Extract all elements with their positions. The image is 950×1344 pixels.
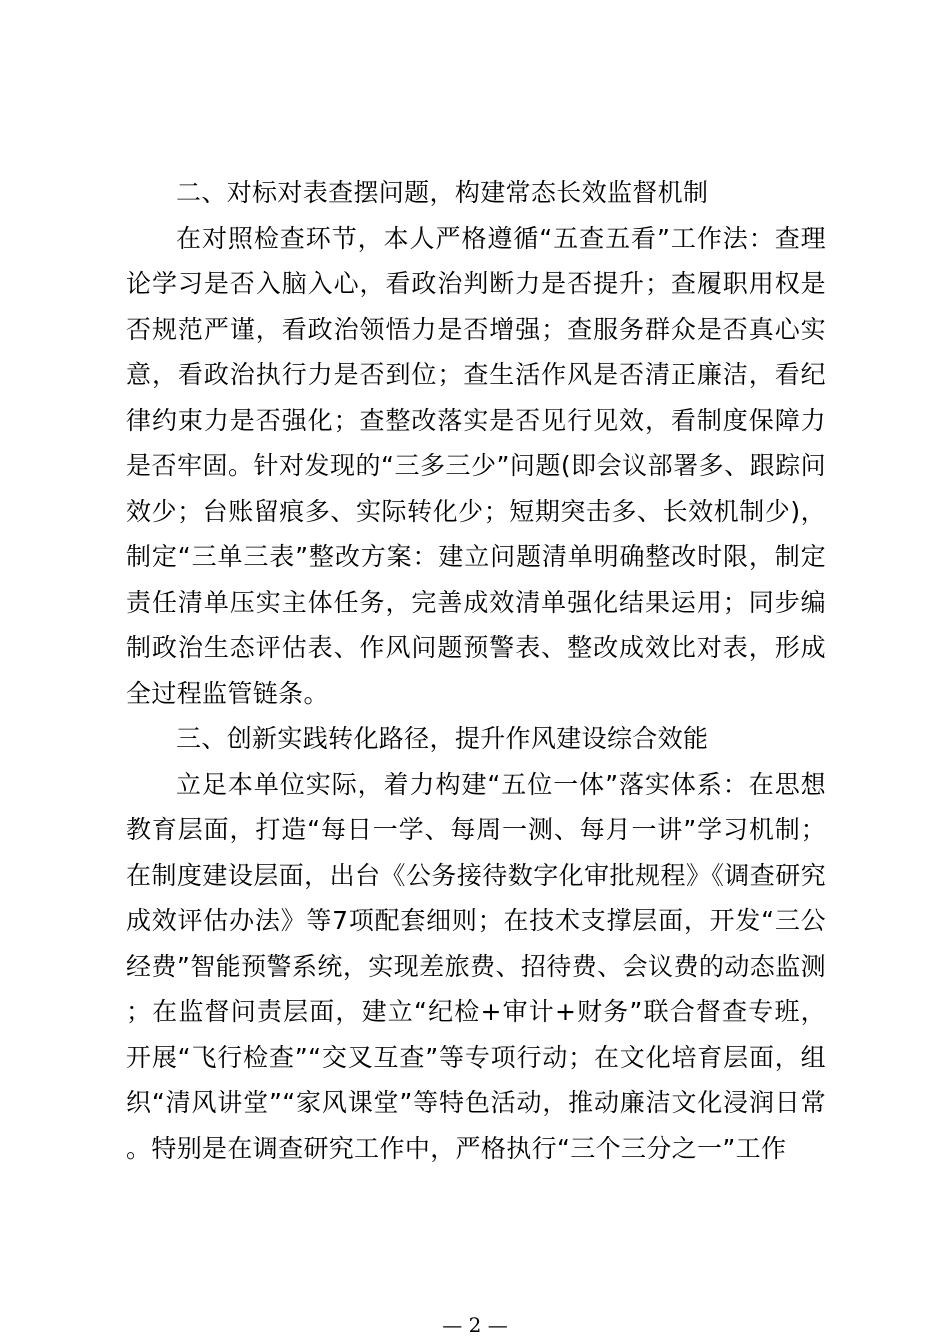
section-three-heading: 三、创新实践转化路径，提升作风建设综合效能 [176, 724, 709, 753]
section-two-body: 在对照检查环节，本人严格遵循“五查五看”工作法：查理论学习是否入脑入心，看政治判断力是否提升；查履职用权是否规范严谨，看政治领悟力是否增强；查服务群众是否真心实意，看政治执行力是否到位；查生活作风是否清正廉洁，看纪律约束力是否强化；查整改落实是否见行见效，看制度保障力是否牢固。针对发现的“三多三少”问题(即会议部署多、跟踪问效少；台账留痕多、实际转化少；短期突击多、长效机制少)，制定“三单三表”整改方案：建立问题清单明确整改时限，制定责任清单压实主体任务，完善成效清单强化结果运用；同步编制政治生态评估表、作风问题预警表、整改成效比对表，形成全过程监管链条。 [126, 223, 826, 708]
document-body [126, 170, 826, 1171]
page-number: — 2 — [442, 1313, 508, 1337]
section-two-heading: 二、对标对表查摆问题，构建常态长效监督机制 [176, 178, 709, 207]
section-three-body: 立足本单位实际，着力构建“五位一体”落实体系：在思想教育层面，打造“每日一学、每周一测、每月一讲”学习机制；在制度建设层面，出台《公务接待数字化审批规程》《调查研究成效评估办法》等7项配套细则；在技术支撑层面，开发“三公经费”智能预警系统，实现差旅费、招待费、会议费的动态监测；在监督问责层面，建立“纪检+审计+财务”联合督查专班，开展“飞行检查”“交叉互查”等专项行动；在文化培育层面，组织“清风讲堂”“家风课堂”等特色活动，推动廉洁文化浸润日常。特别是在调查研究工作中，严格执行“三个三分之一”工作 [126, 769, 826, 1163]
